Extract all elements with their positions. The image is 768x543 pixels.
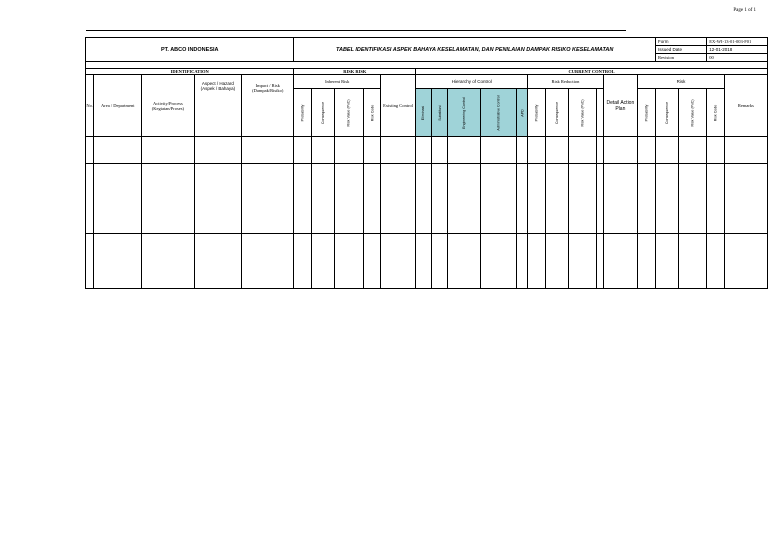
col-risk-risk-value: Risk Value (PxC) [690,99,695,127]
cell[interactable] [528,137,546,164]
cell-existing-control[interactable] [381,137,416,164]
cell[interactable] [448,234,481,289]
cell[interactable] [569,234,597,289]
cell-impact[interactable] [242,137,294,164]
cell[interactable] [416,137,431,164]
cell[interactable] [480,137,516,164]
col-area: Area / Department [94,75,142,137]
cell[interactable] [517,234,528,289]
col-reduction-risk-value: Risk Value (PxC) [580,99,585,127]
cell[interactable] [431,234,448,289]
cell-existing-control[interactable] [381,234,416,289]
cell[interactable] [528,234,546,289]
meta-label-revision: Revision [655,54,706,62]
cell[interactable] [312,137,335,164]
cell-activity[interactable] [142,234,195,289]
cell-area[interactable] [94,137,142,164]
cell[interactable] [294,137,312,164]
cell-aspect[interactable] [194,164,241,234]
cell[interactable] [679,164,707,234]
cell[interactable] [480,164,516,234]
cell[interactable] [448,137,481,164]
cell-activity[interactable] [142,137,195,164]
cell[interactable] [528,164,546,234]
cell[interactable] [335,234,363,289]
col-reduction-consequence: Consequence [555,101,560,125]
col-aspect: Aspect / Hazard (Aspek / Bahaya) [194,75,241,137]
table-row [86,164,768,234]
cell-no[interactable] [86,164,94,234]
cell-area[interactable] [94,164,142,234]
cell[interactable] [546,164,569,234]
cell[interactable] [707,164,725,234]
cell[interactable] [655,164,678,234]
form-title: TABEL IDENTIFIKASI ASPEK BAHAYA KESELAMATAN, DAN PENILAIAN DAMPAK RISIKO KESELAMATAN [294,38,656,62]
cell-remarks[interactable] [724,164,767,234]
cell[interactable] [363,164,381,234]
col-hierarchy-of-control: Hierarchy of Control [416,75,528,89]
company-name: PT. ABCO INDONESIA [86,38,294,62]
col-risk-consequence: Consequence [665,101,670,125]
cell[interactable] [363,234,381,289]
col-inherent-risk-value: Risk Value (PxC) [346,99,351,127]
col-existing-control: Existing Control [381,75,416,137]
col-activity: Activity/Process (Kegiatan/Proses) [142,75,195,137]
meta-value-revision: 00 [707,54,768,62]
cell[interactable] [335,164,363,234]
col-risk: Risk [638,75,725,89]
section-risk: RISK RISK [294,69,416,75]
col-reduction-blank [597,89,603,137]
page-number: Page 1 of 1 [733,8,756,13]
top-divider-line [86,30,626,31]
cell-no[interactable] [86,234,94,289]
cell[interactable] [312,164,335,234]
meta-value-form: EX-WI-13-01-003-F01 [707,38,768,46]
col-hierarchy-engineering: Engineering Control [462,97,467,129]
cell-activity[interactable] [142,164,195,234]
cell-action-plan[interactable] [603,137,638,164]
cell-impact[interactable] [242,164,294,234]
cell[interactable] [335,137,363,164]
col-inherent-risk: Inherent Risk [294,75,381,89]
col-inherent-consequence: Consequence [321,101,326,125]
col-inherent-probability: Probability [300,104,305,122]
cell-area[interactable] [94,234,142,289]
table-row [86,234,768,289]
col-hierarchy-administrative: Administrative Control [496,95,501,131]
cell[interactable] [546,137,569,164]
section-current-control: CURRENT CONTROL [416,69,768,75]
cell[interactable] [294,234,312,289]
cell[interactable] [416,234,431,289]
cell[interactable] [363,137,381,164]
cell[interactable] [655,234,678,289]
cell[interactable] [546,234,569,289]
col-risk-probability: Probability [644,104,649,122]
cell[interactable] [448,164,481,234]
cell-remarks[interactable] [724,137,767,164]
cell[interactable] [312,234,335,289]
col-hierarchy-apd: APD [520,109,525,117]
cell-action-plan[interactable] [603,234,638,289]
cell-action-plan[interactable] [603,164,638,234]
cell[interactable] [638,137,656,164]
cell-aspect[interactable] [194,137,241,164]
col-remarks: Remarks [724,75,767,137]
cell[interactable] [638,234,656,289]
cell[interactable] [638,164,656,234]
spacer-row [86,62,768,69]
cell-aspect[interactable] [194,234,241,289]
col-inherent-risk-code: Risk Code [369,104,374,122]
cell[interactable] [480,234,516,289]
col-impact: Impact / Risk (Dampak/Risiko) [242,75,294,137]
cell[interactable] [707,137,725,164]
col-risk-risk-code: Risk Code [713,104,718,122]
cell-impact[interactable] [242,234,294,289]
section-identification: IDENTIFICATION [86,69,294,75]
risk-assessment-table [85,37,768,289]
col-reduction-probability: Probability [534,104,539,122]
cell-no[interactable] [86,137,94,164]
cell[interactable] [569,164,597,234]
meta-label-issued-date: Issued Date [655,46,706,54]
cell[interactable] [655,137,678,164]
col-no: No. [86,75,94,137]
cell[interactable] [707,234,725,289]
table-row [86,137,768,164]
meta-value-issued-date: 12-01-2018 [707,46,768,54]
col-hierarchy-substitusi: Substitusi [437,105,442,121]
cell[interactable] [517,164,528,234]
cell[interactable] [416,164,431,234]
meta-label-form: Form [655,38,706,46]
cell[interactable] [431,137,448,164]
cell[interactable] [679,234,707,289]
col-risk-reduction: Risk Reduction [528,75,603,89]
cell-remarks[interactable] [724,234,767,289]
cell-existing-control[interactable] [381,164,416,234]
cell[interactable] [569,137,597,164]
col-detail-action-plan: Detail Action Plan [603,75,638,137]
cell[interactable] [679,137,707,164]
cell[interactable] [517,137,528,164]
cell[interactable] [294,164,312,234]
cell[interactable] [431,164,448,234]
col-hierarchy-eliminasi: Eliminasi [421,105,426,121]
